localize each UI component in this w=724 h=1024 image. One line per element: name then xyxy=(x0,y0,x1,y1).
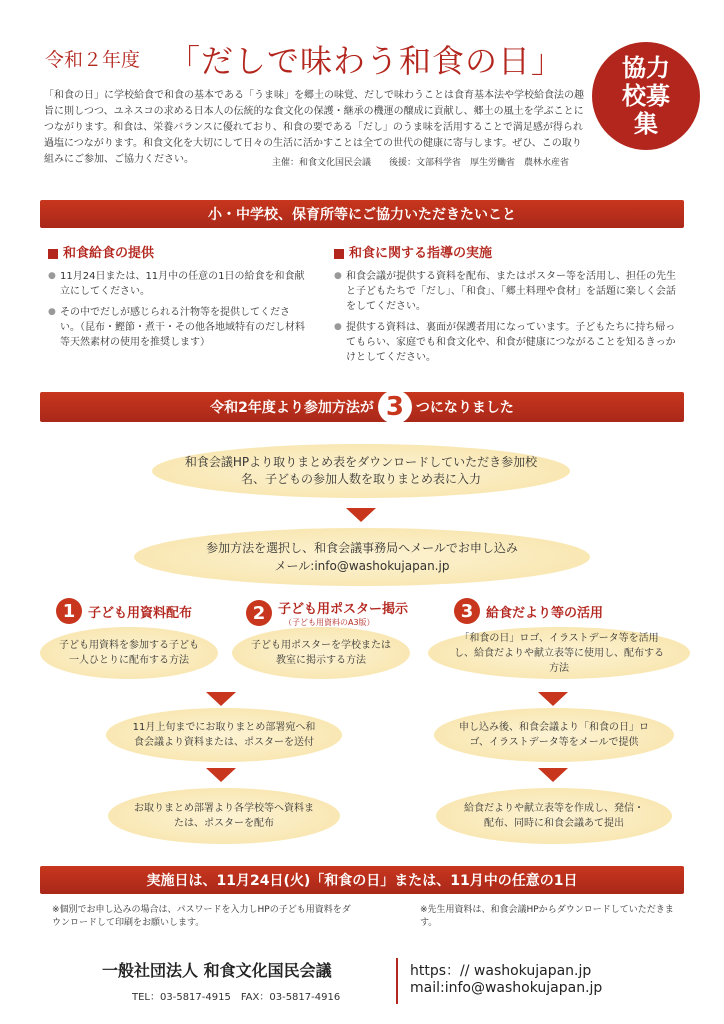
option-3-header xyxy=(454,598,644,624)
option-number: 2 xyxy=(246,600,272,626)
option-1-header xyxy=(56,598,246,624)
option-subtitle: （子ども用資料のA3版） xyxy=(284,618,375,627)
bullet-item: ● 提供する資料は、裏面が保護者用になっています。子どもたちに持ち帰ってもらい、家庭でも和食文化や、和食が健康につながることを知るきっかけとしてください。 xyxy=(334,320,679,365)
option-title: 子ども用ポスター掲示 xyxy=(278,602,409,617)
page-title: 「だしで味わう和食の日」 xyxy=(168,42,565,80)
flow-step-download: 和食会議HPより取りまとめ表をダウンロードしていただき参加校名、子どもの参加人数を取りまとめ表に入力 xyxy=(152,444,570,498)
arrow-down-icon xyxy=(346,508,376,522)
square-icon xyxy=(334,249,344,259)
left-flow-send: 11月上旬までにお取りまとめ部署宛へ和食会議より資料または、ポスターを送付 xyxy=(106,708,342,762)
footer-org: 一般社団法人 和食文化国民会議 xyxy=(102,961,332,980)
banner-request: 小・中学校、保育所等にご協力いただきたいこと xyxy=(40,200,684,228)
footer-mail[interactable]: mail:info@washokujapan.jp xyxy=(410,980,603,996)
footer-divider xyxy=(396,958,398,1004)
banner-methods xyxy=(40,392,684,422)
footer-url[interactable]: https：// washokujapan.jp xyxy=(410,963,592,979)
option-number: 1 xyxy=(56,598,82,624)
banner-methods-before: 令和2年度より参加方法が xyxy=(210,400,374,416)
left-flow-distribute: お取りまとめ部署より各学校等へ資料または、ポスターを配布 xyxy=(108,788,340,844)
bullet-item: ● 和食会議が提供する資料を配布、またはポスター等を活用し、担任の先生と子どもたちで「だし」、「和食」、「郷土料理や食材」を話題に楽しく会話をしてください。 xyxy=(334,269,679,314)
option-2-header xyxy=(246,598,436,628)
banner-date: 実施日は、11月24日(火)「和食の日」または、11月中の任意の1日 xyxy=(40,866,684,894)
option-3-desc: 「和食の日」ロゴ、イラストデータ等を活用し、給食だよりや献立表等に使用し、配布する方法 xyxy=(428,627,690,679)
bullet-item: ● 11月24日または、11月中の任意の1日の給食を和食献立にしてください。 xyxy=(48,269,308,299)
banner-methods-number: 3 xyxy=(378,390,412,424)
right-flow-submit: 給食だよりや献立表等を作成し、発信・配布、同時に和食会議あて提出 xyxy=(436,788,672,844)
note-teacher: ※先生用資料は、和食会議HPからダウンロードしていただきます。 xyxy=(420,905,674,928)
section-heading xyxy=(48,242,308,261)
heading-text: 和食に関する指導の実施 xyxy=(349,246,493,261)
flow-apply-text: 参加方法を選択し、和食会議事務局へメールでお申し込み xyxy=(206,541,518,555)
recruit-badge xyxy=(592,42,700,150)
section-washoku-guidance xyxy=(334,242,679,365)
flow-apply-mail: メール:info@washokujapan.jp xyxy=(274,559,450,573)
flow-step-apply xyxy=(134,528,590,586)
arrow-down-icon xyxy=(206,768,236,782)
option-2-desc: 子ども用ポスターを学校または教室に掲示する方法 xyxy=(232,627,410,679)
year-label: 令和２年度 xyxy=(45,49,141,71)
section-heading xyxy=(334,242,679,261)
arrow-down-icon xyxy=(206,692,236,706)
note-individual: ※個別でお申し込みの場合は、パスワードを入力しHPの子ども用資料をダウンロードして印刷をお願いします。 xyxy=(52,905,351,928)
arrow-down-icon xyxy=(538,692,568,706)
right-flow-provide: 申し込み後、和食会議より「和食の日」ロゴ、イラストデータ等をメールで提供 xyxy=(434,708,674,762)
option-number: 3 xyxy=(454,598,480,624)
recruit-badge-text: 協力校募集 xyxy=(622,54,670,138)
banner-methods-after: つになりました xyxy=(415,400,514,416)
option-title: 子ども用資料配布 xyxy=(88,605,193,621)
option-title: 給食だより等の活用 xyxy=(486,605,604,621)
option-1-desc: 子ども用資料を参加する子ども一人ひとりに配布する方法 xyxy=(40,627,218,679)
bullet-item: ● その中でだしが感じられる汁物等を提供してください。（昆布・鰹節・煮干・その他各地域特有のだし材料等天然素材の使用を推奨します） xyxy=(48,305,308,350)
arrow-down-icon xyxy=(538,768,568,782)
heading-text: 和食給食の提供 xyxy=(63,246,155,261)
footer-tel: TEL：03-5817-4915 FAX：03-5817-4916 xyxy=(132,992,341,1003)
sponsors: 主催：和食文化国民会議 後援：文部科学省 厚生労働省 農林水産省 xyxy=(272,158,570,168)
square-icon xyxy=(48,249,58,259)
section-washoku-meal xyxy=(48,242,308,350)
intro-text: 「和食の日」に学校給食で和食の基本である「うま味」を郷土の味覚、だしで味わうことは食育基本法や学校給食法の趣旨に則しつつ、ユネスコの求める日本人の伝統的な食文化の保護・継承の機運の醸成に貢献し、郷土の風土を学ぶことにつながります。和食は、栄養バランスに優れており、和食の要である「だし」のうま味を活用することで満足感が得られ過塩につながります。和食文化を大切にして日々の生活に活かすことは全ての世代の健康に寄与します。ぜひ、この取り組みにご参加、ご協力ください。 xyxy=(44,90,584,165)
